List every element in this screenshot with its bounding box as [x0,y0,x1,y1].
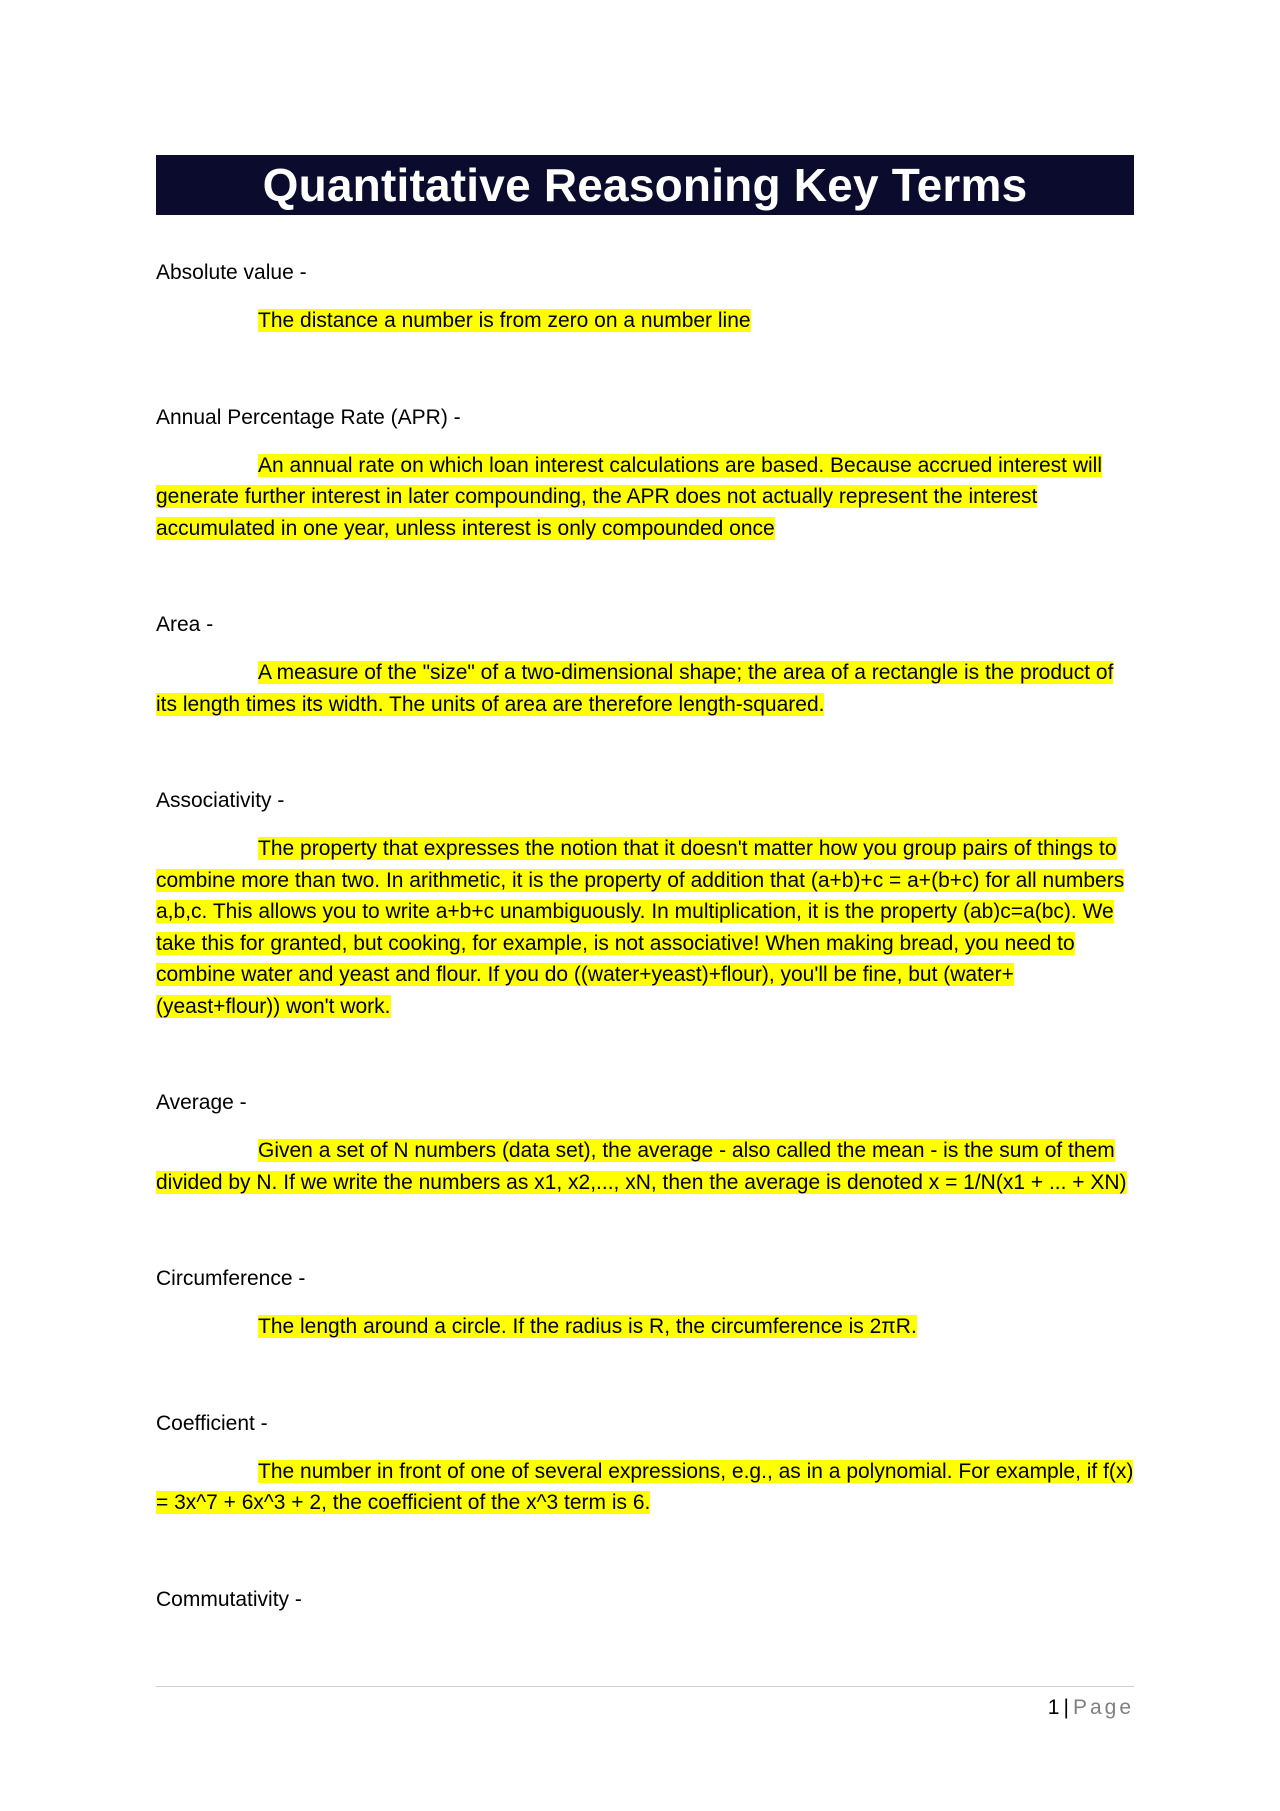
definition-text: Given a set of N numbers (data set), the average - also called the mean - is the sum of them divided by N. If we write the numbers as x1, x2,..., xN, then the average is denoted x = 1/N(x1 + ... + XN) [156,1139,1127,1194]
term-coefficient: Coefficient - [156,1411,268,1435]
definition-associativity [156,833,1134,1022]
term-associativity: Associativity - [156,789,285,812]
term-average: Average - [156,1091,247,1114]
page-label: Page [1072,1696,1134,1719]
definition-coefficient [156,1456,1134,1519]
term-area: Area - [156,613,214,636]
definition-absolute-value [156,305,1134,337]
definition-average [156,1135,1134,1198]
term-absolute-value: Absolute value - [156,261,307,284]
definition-text: A measure of the "size" of a two-dimensional shape; the area of a rectangle is the product of its length times its width. The units of area are therefore length-squared. [156,661,1114,716]
document-page [156,155,1134,1632]
term-circumference: Circumference - [156,1267,306,1290]
definition-text: The length around a circle. If the radius is R, the circumference is 2πR. [258,1315,917,1338]
title-banner [156,155,1134,215]
definition-text: The distance a number is from zero on a number line [258,309,751,332]
definition-apr [156,450,1134,545]
definition-text: The property that expresses the notion that it doesn't matter how you group pairs of things to combine more than two. In arithmetic, it is the property of addition that (a+b)+c = a+(b+c) for all numbers a,b,c. This allows you to write a+b+c unambiguously. In multiplication, it is the property (ab)c=a(bc). We take this for granted, but cooking, for example, is not associative! When making bread, you need to combine water and yeast and flour. If you do ((water+yeast)+flour), you'll be fine, but (water+(yeast+flour)) won't work. [156,837,1125,1018]
definition-text: The number in front of one of several expressions, e.g., as in a polynomial. For example, if f(x) = 3x^7 + 6x^3 + 2, the coefficient of the x^3 term is 6. [156,1459,1134,1514]
page-footer [156,1686,1134,1723]
page-number: 1 [1047,1696,1060,1719]
document-title: Quantitative Reasoning Key Terms [262,159,1028,211]
page-separator: | [1063,1696,1069,1719]
definition-circumference [156,1311,1134,1343]
definition-area [156,657,1134,720]
term-apr: Annual Percentage Rate (APR) - [156,405,461,429]
definition-text: An annual rate on which loan interest calculations are based. Because accrued interest will generate further interest in later compounding, the APR does not actually represent the interest accumulated in one year, unless interest is only compounded once [156,453,1102,540]
term-commutativity: Commutativity - [156,1587,302,1611]
